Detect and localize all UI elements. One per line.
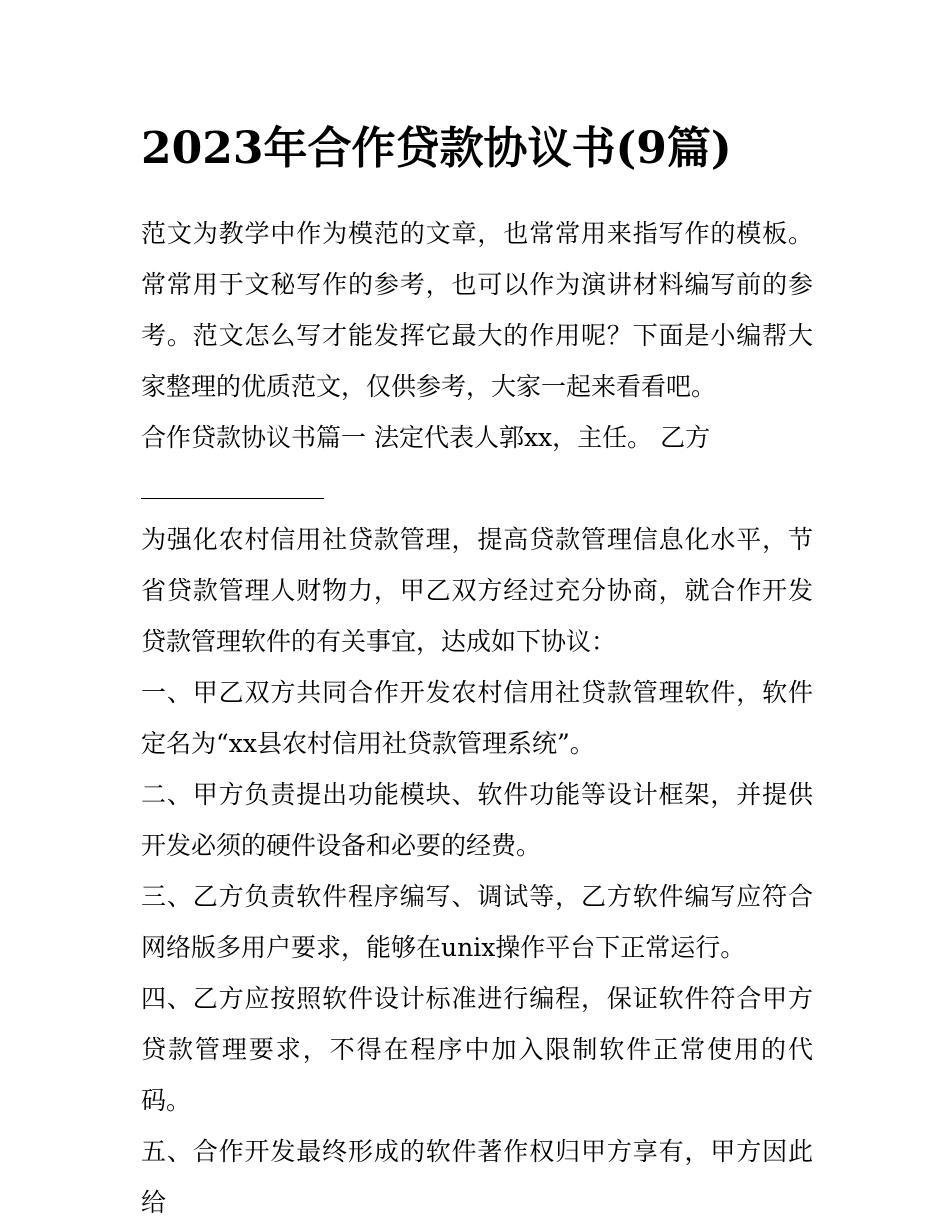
document-body <box>141 208 813 1228</box>
blank-underline <box>141 498 324 499</box>
intro-paragraph: 范文为教学中作为模范的文章，也常常用来指写作的模板。常常用于文秘写作的参考，也可以作为演讲材料编写前的参考。范文怎么写才能发挥它最大的作用呢？下面是小编帮大家整理的优质范文，仅供参考，大家一起来看看吧。 <box>141 219 813 401</box>
clause-3-paragraph: 三、乙方负责软件程序编写、调试等，乙方软件编写应符合网络版多用户要求，能够在unix操作平台下正常运行。 <box>141 882 813 962</box>
signature-blank-line <box>141 463 813 514</box>
section-heading-paragraph: 合作贷款协议书篇一 法定代表人郭xx，主任。 乙方 <box>141 423 711 452</box>
document-content <box>141 122 813 1228</box>
clause-4-paragraph: 四、乙方应按照软件设计标准进行编程，保证软件符合甲方贷款管理要求，不得在程序中加入限制软件正常使用的代码。 <box>141 984 813 1115</box>
preamble-paragraph: 为强化农村信用社贷款管理，提高贷款管理信息化水平，节省贷款管理人财物力，甲乙双方经过充分协商，就合作开发贷款管理软件的有关事宜，达成如下协议： <box>141 525 813 656</box>
document-title: 2023年合作贷款协议书(9篇) <box>141 123 732 174</box>
clause-5-paragraph: 五、合作开发最终形成的软件著作权归甲方享有，甲方因此给 <box>141 1137 813 1217</box>
clause-2-paragraph: 二、甲方负责提出功能模块、软件功能等设计框架，并提供开发必须的硬件设备和必要的经费。 <box>141 780 813 860</box>
clause-1-paragraph: 一、甲乙双方共同合作开发农村信用社贷款管理软件，软件定名为“xx县农村信用社贷款管理系统”。 <box>141 678 813 758</box>
